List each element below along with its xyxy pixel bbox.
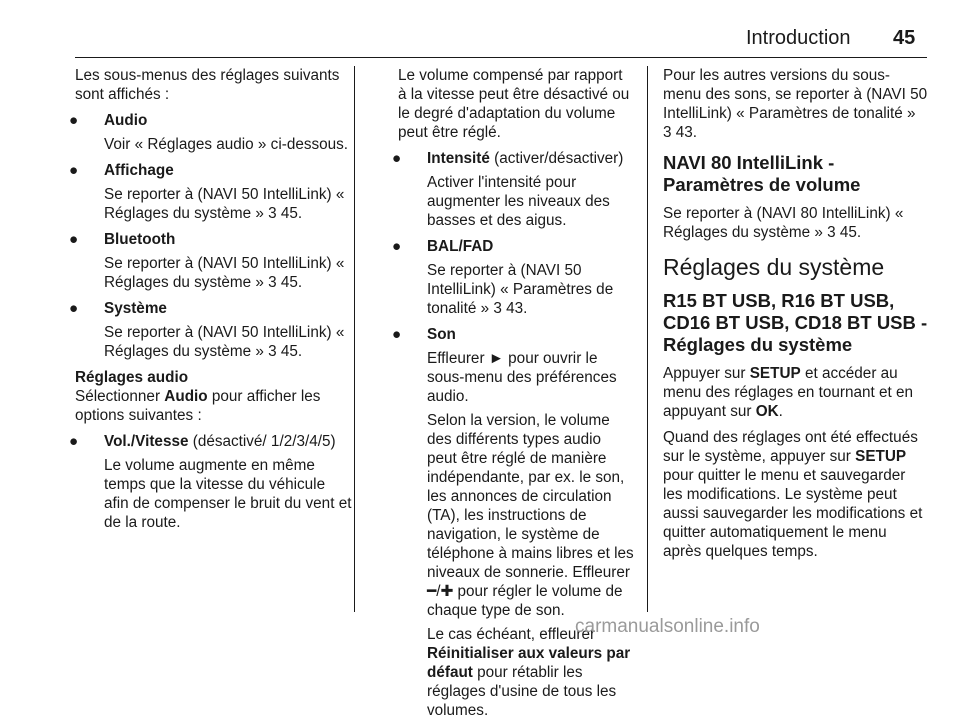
bullet-affichage (69, 161, 353, 223)
bullet-label: Audio (104, 112, 148, 129)
text-pre: Appuyer sur (663, 365, 750, 382)
bullet-label: Bluetooth (104, 231, 176, 248)
navi80-heading: NAVI 80 IntelliLink - Paramètres de volume (663, 152, 861, 195)
text-bold: SETUP (855, 448, 907, 465)
bullet-text: Voir « Réglages audio » ci-dessous. (104, 136, 349, 153)
bullet-dot: ● (69, 300, 79, 317)
bullet-text: Se reporter à (NAVI 50 IntelliLink) « Réglages du système » 3 45. (104, 186, 345, 222)
continuation-text: Le volume compensé par rapport à la vitesse peut être désactivé ou le degré d'adaptation du volume peut être réglé. (398, 67, 630, 141)
text-bold: SETUP (749, 365, 801, 382)
bullet-vol-vitesse (69, 432, 353, 532)
continuation-text: Pour les autres versions du sous-menu des sons, se reporter à (NAVI 50 IntelliLink) « Paramètres de tonalité » 3 43. (663, 67, 928, 141)
bullet-dot: ● (69, 112, 79, 129)
bullet-text: Effleurer ► pour ouvrir le sous-menu des préférences audio. (427, 350, 617, 405)
section-title: Introduction (746, 27, 851, 49)
bullet-label: Système (104, 300, 167, 317)
bullet-dot: ● (392, 326, 402, 343)
bullet-dot: ● (392, 238, 402, 255)
bullet-dot: ● (69, 433, 79, 450)
bullet-head (104, 432, 353, 451)
bullet-label-suffix: (désactivé/ 1/2/3/4/5) (188, 433, 336, 450)
page-number: 45 (893, 27, 916, 49)
bullet-systeme (69, 299, 353, 361)
bullet-dot: ● (69, 162, 79, 179)
column-3 (663, 66, 928, 568)
text-post: pour rétablir les réglages d'usine de tous les volumes. (427, 664, 617, 719)
bullet-label: Vol./Vitesse (104, 433, 189, 450)
watermark-text: carmanualsonline.info (575, 616, 760, 637)
text-bold: Réinitialiser aux valeurs par défaut (427, 645, 631, 681)
bullet-text: Se reporter à (NAVI 50 IntelliLink) « Réglages du système » 3 45. (104, 255, 345, 291)
column-1 (69, 66, 353, 539)
page-header (0, 0, 960, 56)
bullet-label: Son (427, 326, 456, 343)
audio-intro-pre: Sélectionner (75, 388, 165, 405)
bullet-head (427, 149, 634, 168)
bullet-text: Se reporter à (NAVI 50 IntelliLink) « Paramètres de tonalité » 3 43. (427, 262, 614, 317)
bullet-intensite (392, 149, 634, 230)
text-mid: et accéder au menu des réglages en tournant et en appuyant sur (663, 365, 914, 420)
bullet-label-suffix: (activer/désactiver) (489, 150, 624, 167)
bullet-text: Se reporter à (NAVI 50 IntelliLink) « Réglages du système » 3 45. (104, 324, 345, 360)
text-pre: Quand des réglages ont été effectués sur le système, appuyer sur (663, 429, 918, 465)
audio-intro-bold: Audio (164, 388, 208, 405)
audio-settings-heading: Réglages audio (75, 369, 189, 386)
audio-intro-post: pour afficher les options suivantes : (75, 388, 321, 424)
save-paragraph (663, 428, 928, 561)
bullet-audio (69, 111, 353, 154)
bullet-dot: ● (392, 150, 402, 167)
text-post: . (778, 403, 783, 420)
intro-text: Les sous-menus des réglages suivants sont affichés : (75, 67, 340, 103)
bullet-text: Le volume augmente en même temps que la vitesse du véhicule afin de compenser le bruit du vent et de la route. (104, 457, 352, 531)
bullet-dot: ● (69, 231, 79, 248)
text-bold: OK (755, 403, 779, 420)
system-settings-heading: Réglages du système (663, 254, 885, 280)
bullet-label: Intensité (427, 150, 490, 167)
text-pre: Le cas échéant, effleurer (427, 626, 596, 643)
r15-heading: R15 BT USB, R16 BT USB, CD16 BT USB, CD18 BT USB - Réglages du système (663, 290, 928, 355)
header-rule (75, 57, 927, 58)
bullet-label: Affichage (104, 162, 174, 179)
setup-paragraph (663, 364, 928, 421)
navi80-text: Se reporter à (NAVI 80 IntelliLink) « Réglages du système » 3 45. (663, 205, 904, 241)
bullet-son (392, 325, 634, 720)
bullet-balfad (392, 237, 634, 318)
bullet-bluetooth (69, 230, 353, 292)
text-post: pour quitter le menu et sauvegarder les modifications. Le système peut aussi sauvegarder les modifications et quitter automatiquement le menu après quelques temps. (663, 467, 923, 560)
audio-intro (75, 387, 353, 425)
bullet-text (427, 625, 634, 720)
column-divider (354, 66, 355, 612)
bullet-label: BAL/FAD (427, 238, 494, 255)
bullet-text: Activer l'intensité pour augmenter les niveaux des basses et des aigus. (427, 174, 610, 229)
column-divider (647, 66, 648, 612)
bullet-text: Selon la version, le volume des différents types audio peut être réglé de manière indépendante, par ex. le son, les annonces de circulation (TA), les instructions de navigation, le système de téléphone à mains libres et les niveaux de sonnerie. Effleurer ━/✚ pour régler le volume de chaque type de son. (427, 412, 634, 619)
